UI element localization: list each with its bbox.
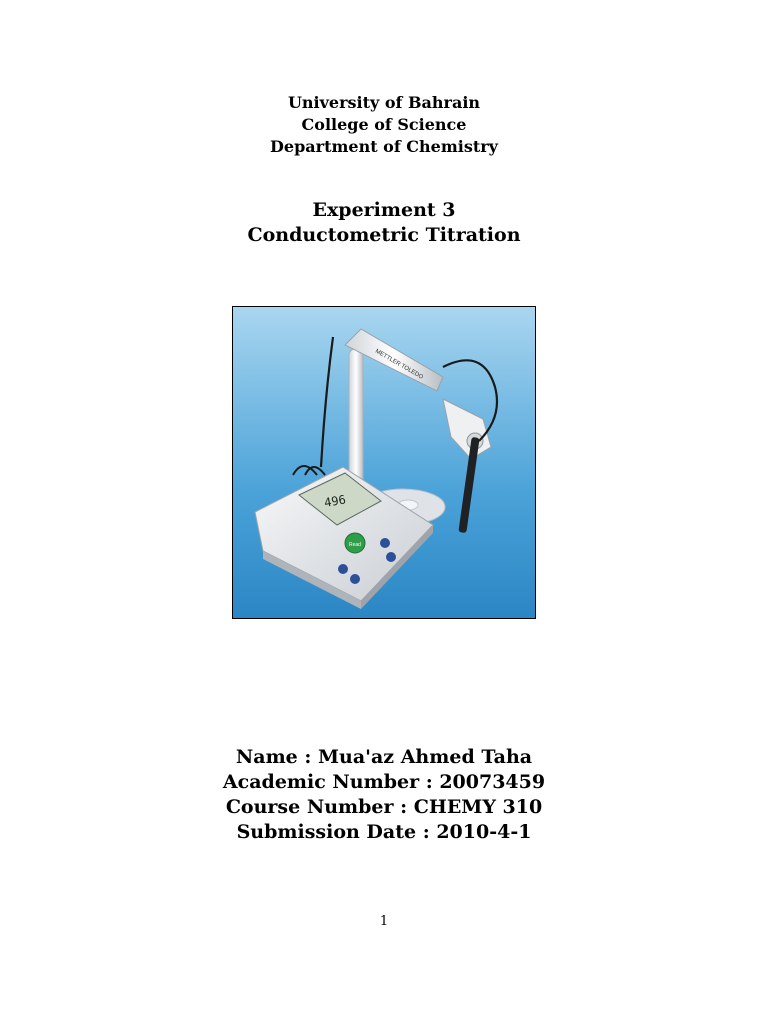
meter-button-store	[350, 574, 360, 584]
college-name: College of Science	[301, 115, 467, 134]
page-number: 1	[379, 914, 389, 929]
conductivity-meter-illustration	[233, 307, 535, 618]
course-number: Course Number : CHEMY 310	[225, 796, 543, 818]
experiment-number: Experiment 3	[312, 199, 456, 221]
svg-text:Read: Read	[349, 542, 361, 548]
department-name: Department of Chemistry	[270, 137, 498, 156]
meter-button-mode	[386, 552, 396, 562]
meter-button-cal	[380, 538, 390, 548]
conductivity-meter-photo	[232, 306, 536, 619]
university-name: University of Bahrain	[287, 93, 481, 112]
submission-date: Submission Date : 2010-4-1	[236, 821, 532, 843]
experiment-heading	[0, 198, 768, 248]
experiment-title: Conductometric Titration	[247, 224, 521, 246]
student-name: Name : Mua'az Ahmed Taha	[235, 746, 533, 768]
meter-button-power	[338, 564, 348, 574]
svg-text:496: 496	[323, 492, 347, 510]
institution-header	[0, 92, 768, 158]
academic-number: Academic Number : 20073459	[222, 771, 546, 793]
svg-text:METTLER TOLEDO: METTLER TOLEDO	[374, 348, 424, 381]
student-details	[0, 745, 768, 845]
